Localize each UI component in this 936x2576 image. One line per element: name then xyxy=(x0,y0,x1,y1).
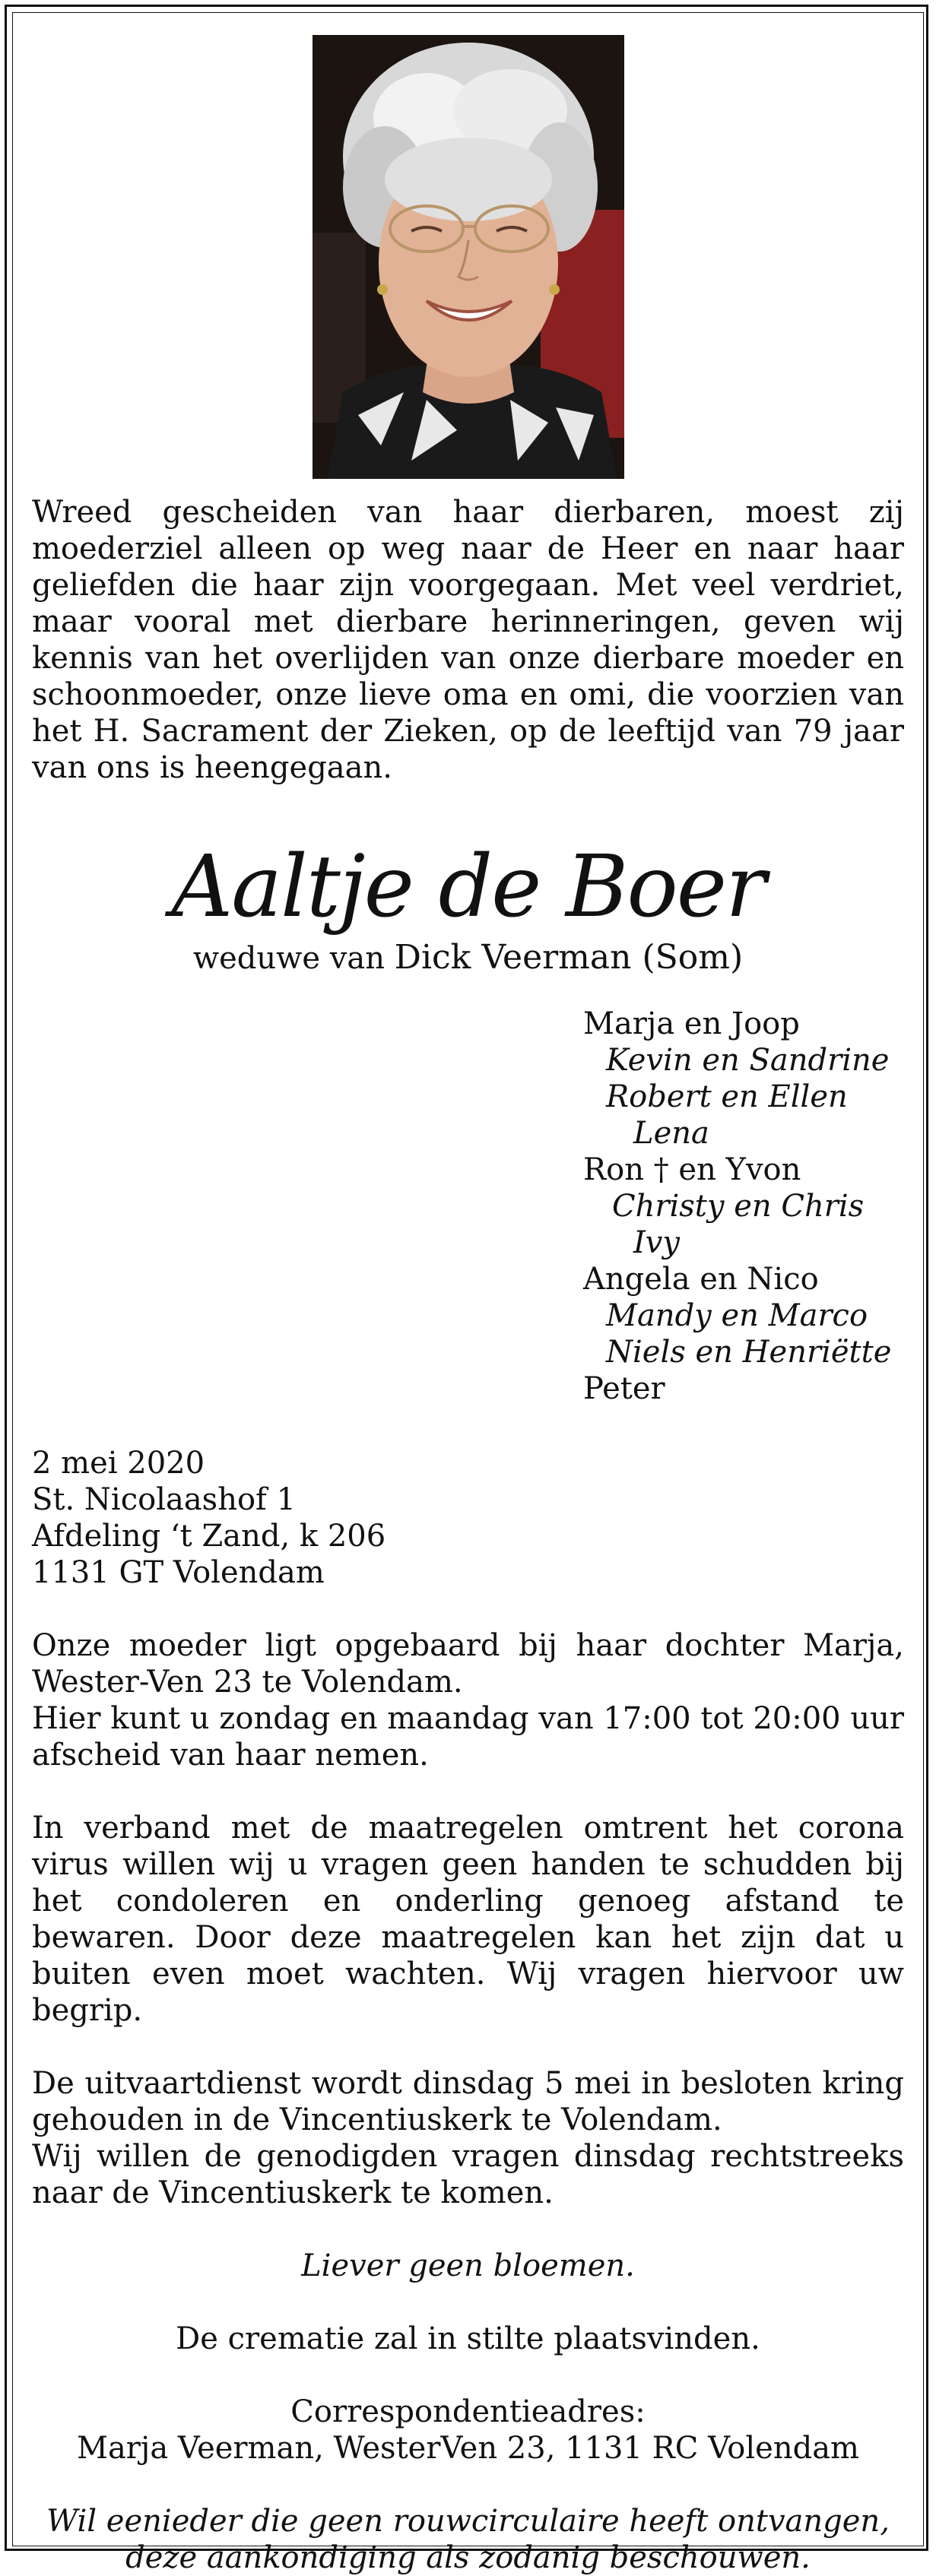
family-member: Marja en Joop xyxy=(583,1006,800,1041)
notice-line: Wil eenieder die geen rouwcirculaire heeft ontvangen, xyxy=(46,2504,890,2539)
intro-text: Wreed gescheiden van haar dierbaren, moest zij moederziel alleen op weg naar de Heer en naar haar geliefden die haar zijn voorgegaan. Met veel verdriet, maar vooral met dierbare herinneringen, geven wij kennis van het overlijden van onze dierbare moeder en schoonmoeder, onze lieve oma en omi, die voorzien van het H. Sacrament der Zieken, op de leeftijd van 79 jaar van ons is heengegaan. xyxy=(32,495,904,785)
deceased-name: Aaltje de Boer xyxy=(171,838,765,936)
family-member: Christy en Chris xyxy=(612,1189,865,1224)
family-list xyxy=(583,1006,904,1407)
family-member: Niels en Henriëtte xyxy=(606,1335,892,1370)
correspondence-address: Marja Veerman, WesterVen 23, 1131 RC Volendam xyxy=(76,2431,859,2466)
address-line: St. Nicolaashof 1 xyxy=(32,1482,297,1517)
family-member: Robert en Ellen xyxy=(606,1079,848,1114)
family-member: Mandy en Marco xyxy=(606,1298,868,1333)
guests-text: Wij willen de genodigden vragen dinsdag rechtstreeks naar de Vincentiuskerk te komen. xyxy=(32,2139,904,2210)
widow-name: Dick Veerman (Som) xyxy=(394,938,744,977)
portrait-photo xyxy=(313,35,624,479)
family-member: Ron † en Yvon xyxy=(583,1152,801,1187)
cremation-text: De crematie zal in stilte plaatsvinden. xyxy=(176,2321,760,2356)
no-flowers-text: Liever geen bloemen. xyxy=(301,2248,635,2283)
corona-text: In verband met de maatregelen omtrent het corona virus willen wij u vragen geen handen te schudden bij het condoleren en onderling genoeg afstand te bewaren. Door deze maatregelen kan het zijn dat u buiten even moet wachten. Wij vragen hiervoor uw begrip. xyxy=(32,1811,904,2028)
address-line: 1131 GT Volendam xyxy=(32,1555,325,1590)
widow-line xyxy=(32,939,904,977)
laid-out-section xyxy=(32,1627,904,1773)
visiting-text: Hier kunt u zondag en maandag van 17:00 tot 20:00 uur afscheid van haar nemen. xyxy=(32,1701,904,1773)
family-member: Lena xyxy=(633,1116,709,1151)
death-date: 2 mei 2020 xyxy=(32,1446,205,1481)
service-section xyxy=(32,2065,904,2211)
corona-section xyxy=(32,1810,904,2029)
family-member: Kevin en Sandrine xyxy=(606,1043,890,1078)
death-address xyxy=(32,1445,904,1591)
service-text: De uitvaartdienst wordt dinsdag 5 mei in besloten kring gehouden in de Vincentiuskerk te Volendam. xyxy=(32,2066,904,2137)
address-line: Afdeling ‘t Zand, k 206 xyxy=(32,1519,386,1554)
family-member: Peter xyxy=(583,1371,665,1406)
obituary xyxy=(32,35,904,2576)
family-member: Ivy xyxy=(633,1225,680,1260)
correspondence-label: Correspondentieadres: xyxy=(290,2394,646,2429)
family-member: Angela en Nico xyxy=(583,1262,819,1297)
notice-line: deze aankondiging als zodanig beschouwen. xyxy=(125,2540,811,2575)
laid-out-text: Onze moeder ligt opgebaard bij haar dochter Marja, Wester-Ven 23 te Volendam. xyxy=(32,1628,904,1700)
widow-prefix: weduwe van xyxy=(192,941,385,976)
